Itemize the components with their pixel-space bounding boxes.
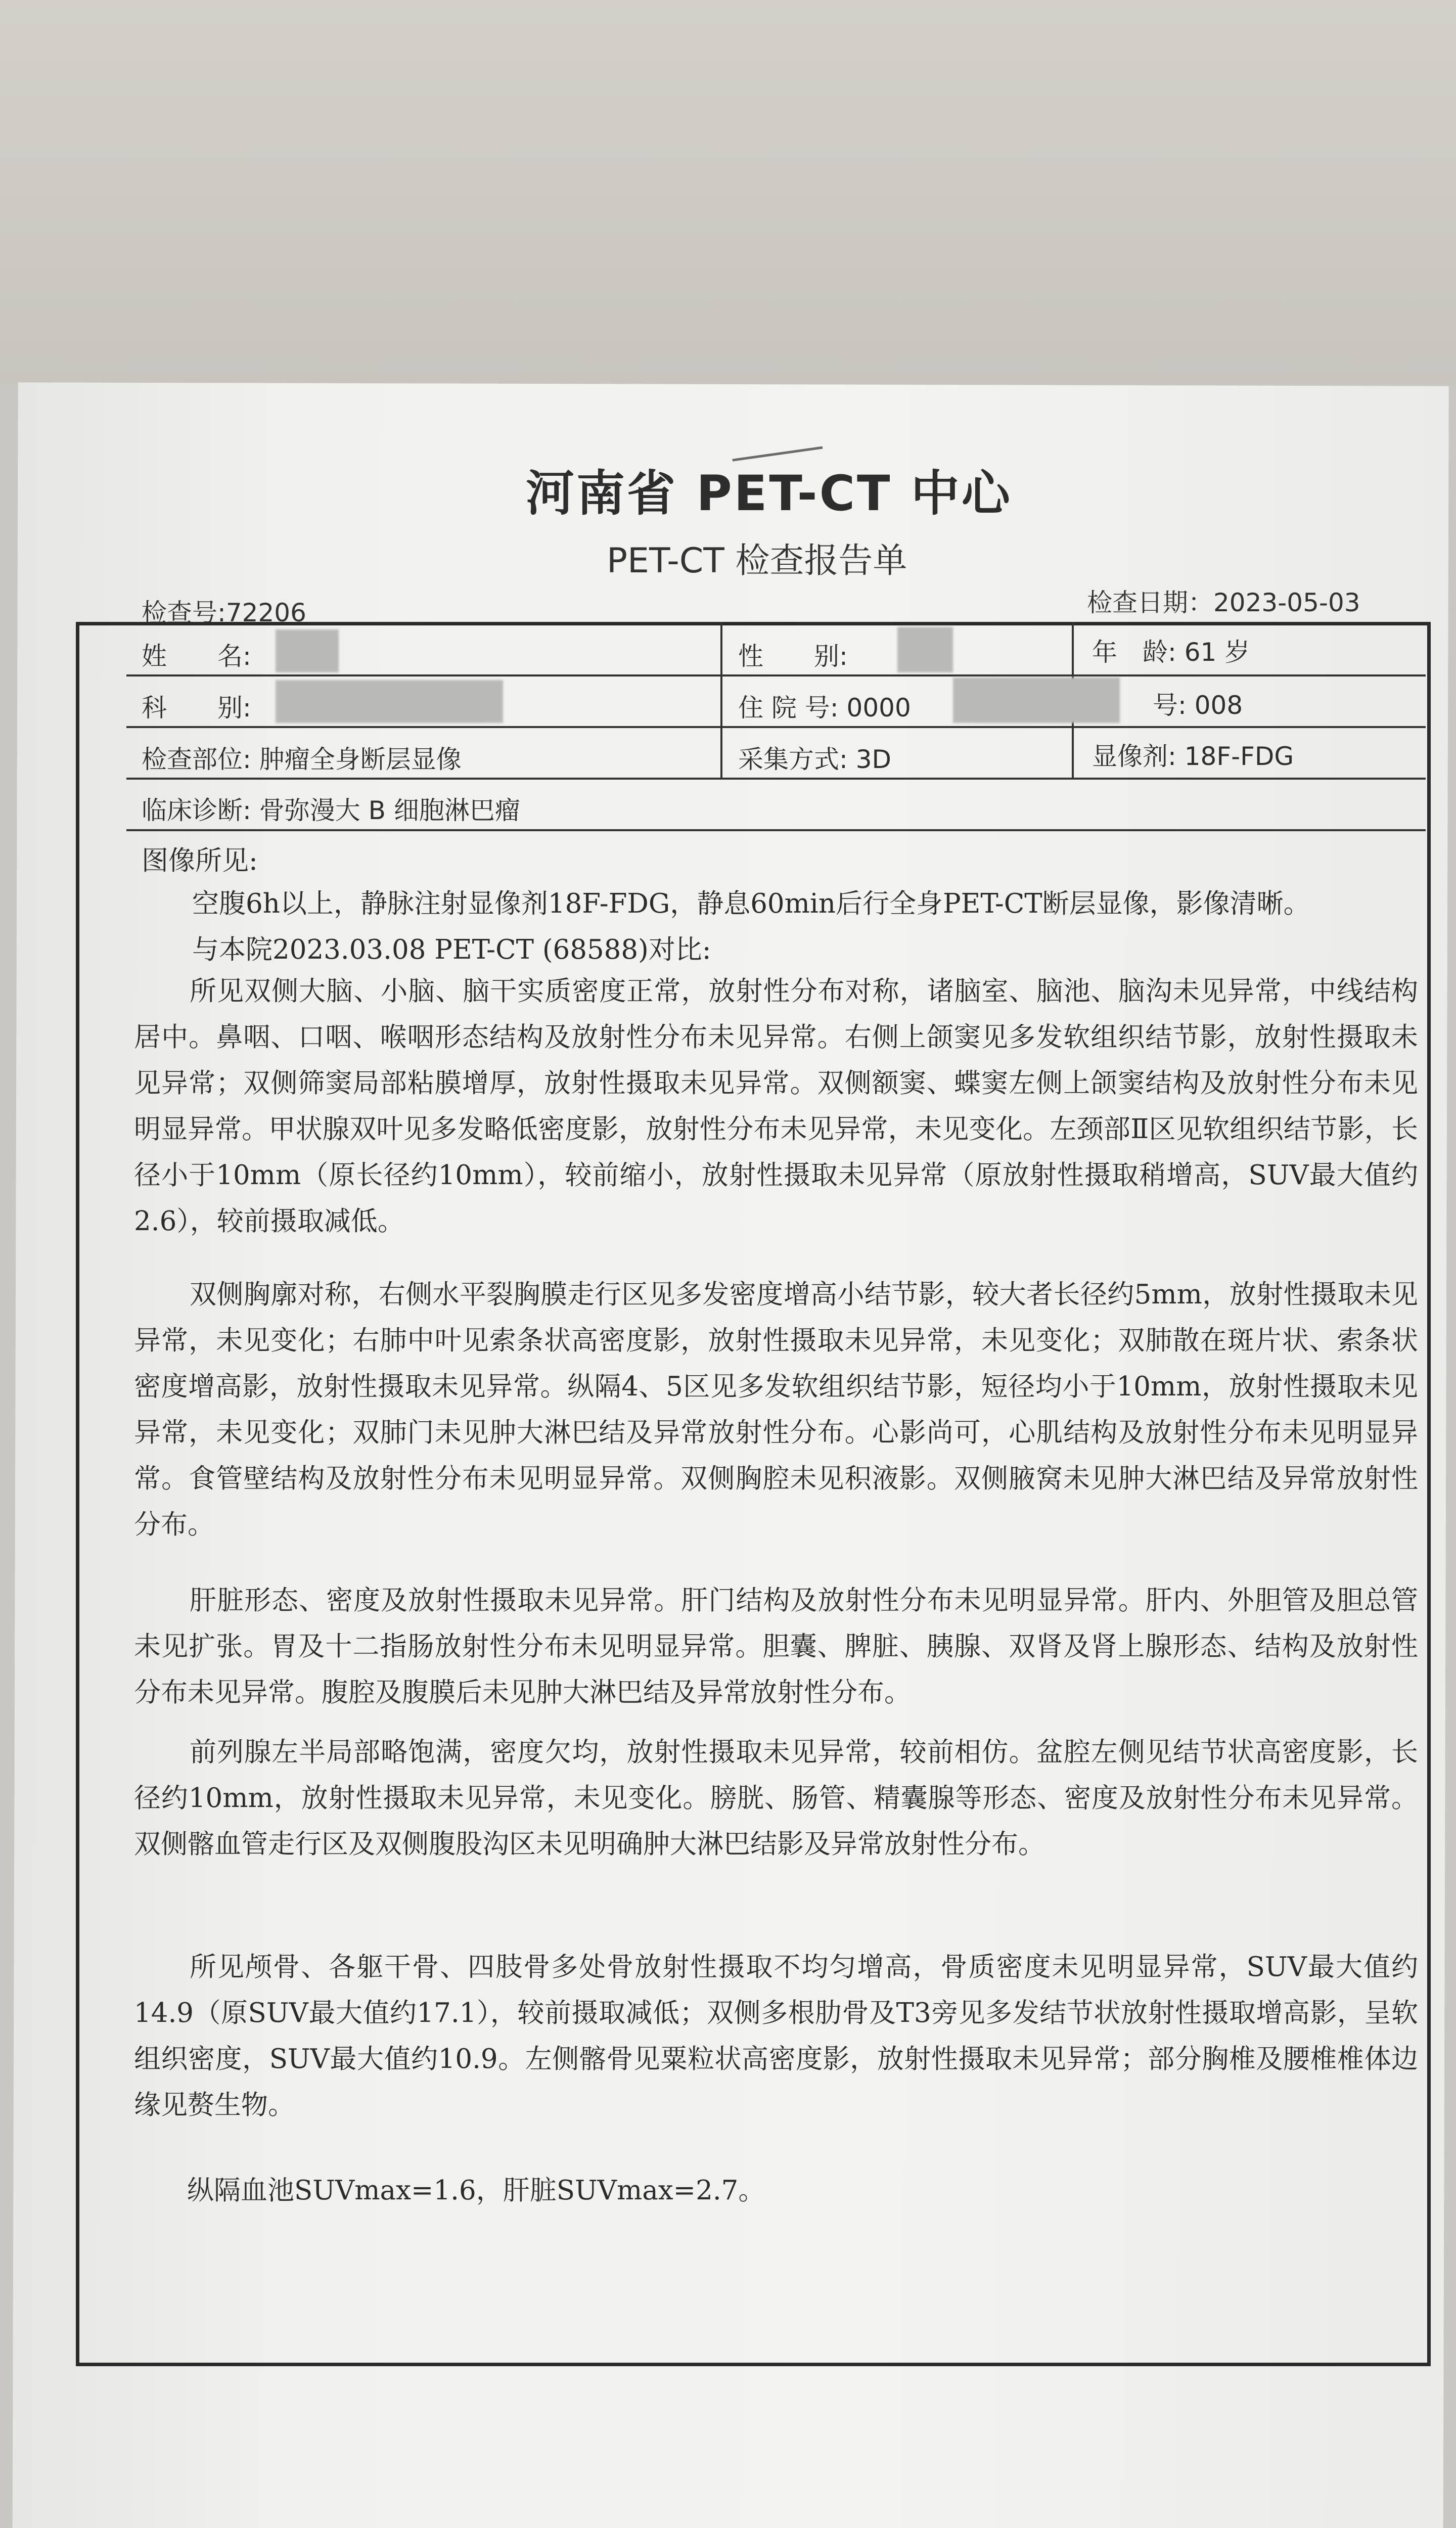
- table-divider: [720, 622, 722, 779]
- inpatient-number: 住 院 号: 0000: [738, 693, 911, 723]
- report-subtitle: PET-CT 检查报告单: [607, 541, 907, 581]
- findings-chest: 双侧胸廓对称，右侧水平裂胸膜走行区见多发密度增高小结节影，较大者长径约5mm，放射性摄取未见异常，未见变化；右肺中叶见索条状高密度影，放射性摄取未见异常，未见变化；双肺散在斑片状、索条状密度增高影，放射性摄取未见异常。纵隔4、5区见多发软组织结节影，短径均小于10mm，放射性摄取未见异常，未见变化；双肺门未见肿大淋巴结及异常放射性分布。心影尚可，心肌结构及放射性分布未见明显异常。食管壁结构及放射性分布未见明显异常。双侧胸腔未见积液影。双侧腋窝未见肿大淋巴结及异常放射性分布。: [134, 1279, 1418, 1540]
- report-title: 河南省 PET-CT 中心: [526, 465, 1012, 522]
- sex-redaction: [897, 627, 953, 672]
- exam-date: 检查日期：2023-05-03: [1087, 588, 1360, 617]
- findings-abdomen: 肝脏形态、密度及放射性摄取未见异常。肝门结构及放射性分布未见明显异常。肝内、外胆管及胆总管未见扩张。胃及十二指肠放射性分布未见明显异常。胆囊、脾脏、胰腺、双肾及肾上腺形态、结构及放射性分布未见异常。腹腔及腹膜后未见肿大淋巴结及异常放射性分布。: [134, 1585, 1418, 1708]
- suv-summary: 纵隔血池SUVmax=1.6，肝脏SUVmax=2.7。: [187, 2175, 765, 2206]
- clinical-diagnosis: 临床诊断: 骨弥漫大 B 细胞淋巴瘤: [142, 796, 520, 825]
- acquisition-method: 采集方式: 3D: [738, 745, 892, 774]
- findings-bone: 所见颅骨、各躯干骨、四肢骨多处骨放射性摄取不均匀增高，骨质密度未见明显异常，SUV最大值约14.9（原SUV最大值约17.1），较前摄取减低；双侧多根肋骨及T3旁见多发结节状放射性摄取增高影，呈软组织密度，SUV最大值约10.9。左侧髂骨见粟粒状高密度影，放射性摄取未见异常；部分胸椎及腰椎椎体边缘见赘生物。: [134, 1952, 1418, 2120]
- exam-part: 检查部位: 肿瘤全身断层显像: [142, 745, 462, 774]
- findings-head-neck: 所见双侧大脑、小脑、脑干实质密度正常，放射性分布对称，诸脑室、脑池、脑沟未见异常，中线结构居中。鼻咽、口咽、喉咽形态结构及放射性分布未见异常。右侧上颌窦见多发软组织结节影，放射性摄取未见异常；双侧筛窦局部粘膜增厚，放射性摄取未见异常。双侧额窦、蝶窦左侧上颌窦结构及放射性分布未见明显异常。甲状腺双叶见多发略低密度影，放射性分布未见异常，未见变化。左颈部Ⅱ区见软组织结节影，长径小于10mm（原长径约10mm），较前缩小，放射性摄取未见异常（原放射性摄取稍增高，SUV最大值约2.6），较前摄取减低。: [134, 976, 1418, 1237]
- sex-label: 性 别:: [738, 642, 848, 671]
- background-top: [0, 0, 1456, 384]
- table-line: [126, 674, 1426, 676]
- tracer: 显像剂: 18F-FDG: [1092, 742, 1294, 771]
- exam-number: 检查号:72206: [142, 598, 306, 627]
- age-field: 年 龄: 61 岁: [1092, 638, 1250, 667]
- dept-redaction: [276, 680, 503, 723]
- findings-pelvis: 前列腺左半局部略饱满，密度欠均，放射性摄取未见异常，较前相仿。盆腔左侧见结节状高密度影，长径约10mm，放射性摄取未见异常，未见变化。膀胱、肠管、精囊腺等形态、密度及放射性分布未见异常。双侧髂血管走行区及双侧腹股沟区未见明确肿大淋巴结影及异常放射性分布。: [134, 1737, 1418, 1860]
- dept-label: 科 别:: [142, 693, 251, 723]
- comparison-line: 与本院2023.03.08 PET-CT (68588)对比:: [192, 934, 711, 965]
- name-redaction: [276, 629, 339, 672]
- findings-heading: 图像所见:: [142, 845, 258, 876]
- table-line: [126, 829, 1426, 831]
- table-line: [126, 726, 1426, 728]
- bed-number: 号: 008: [1153, 691, 1243, 720]
- table-line: [126, 778, 1426, 780]
- findings-intro: 空腹6h以上，静脉注射显像剂18F-FDG，静息60min后行全身PET-CT断层显像，影像清晰。: [192, 888, 1310, 919]
- inpatient-redaction: [953, 678, 1120, 723]
- name-label: 姓 名:: [142, 642, 251, 671]
